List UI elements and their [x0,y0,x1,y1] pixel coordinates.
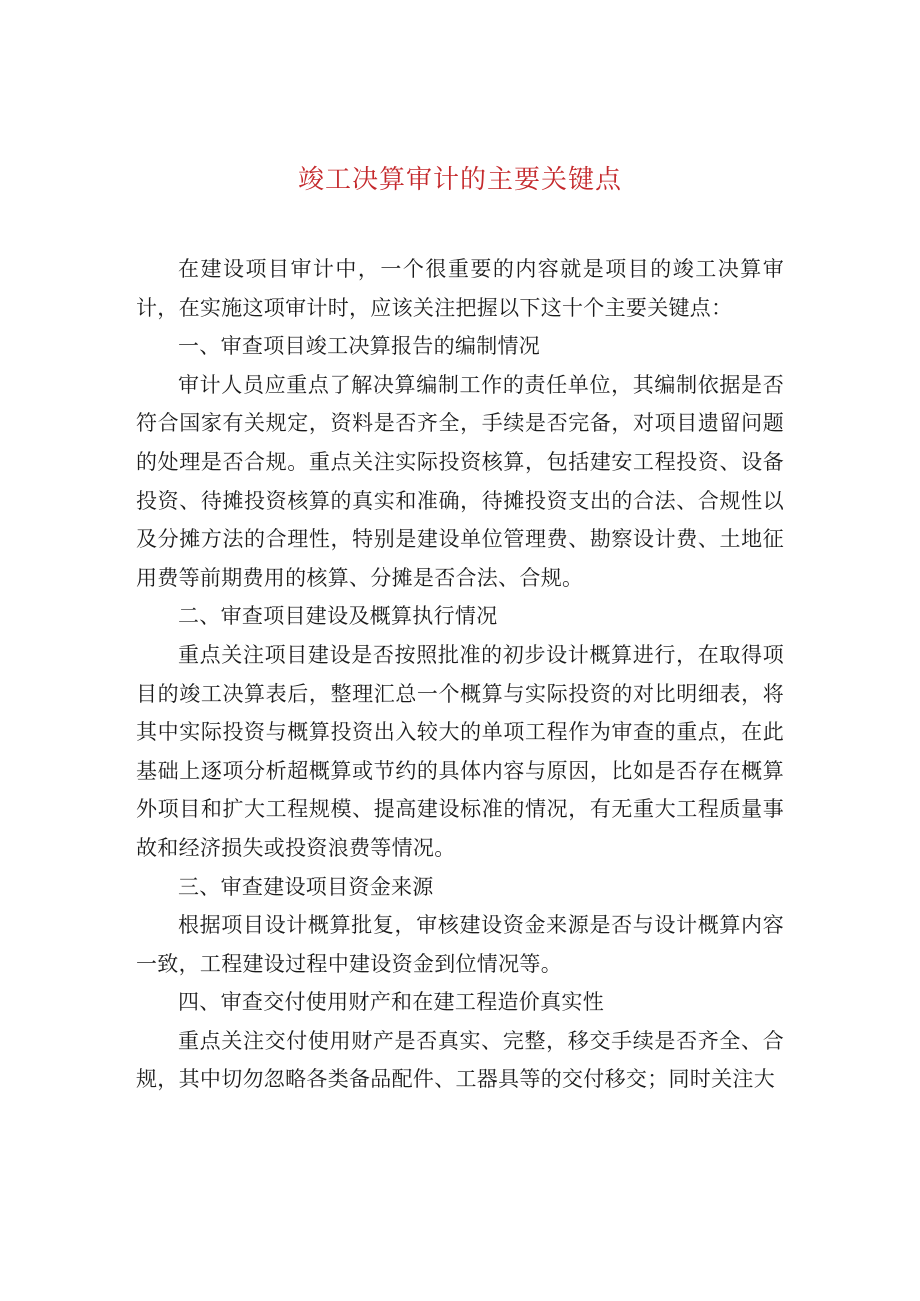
document-title: 竣工决算审计的主要关键点 [297,165,622,195]
section-paragraph-1: 审计人员应重点了解决算编制工作的责任单位，其编制依据是否符合国家有关规定，资料是否齐全，手续是否完备，对项目遗留问题的处理是否合规。重点关注实际投资核算，包括建安工程投资、设备投资、待摊投资核算的真实和准确，待摊投资支出的合法、合规性以及分摊方法的合理性，特别是建设单位管理费、勘察设计费、土地征用费等前期费用的核算、分摊是否合法、合规。 [136,372,784,590]
section-paragraph-3: 根据项目设计概算批复，审核建设资金来源是否与设计概算内容一致，工程建设过程中建设资金到位情况等。 [136,913,784,976]
section-heading-3: 三、审查建设项目资金来源 [178,874,434,899]
section-heading-2: 二、审查项目建设及概算执行情况 [178,604,498,629]
section-heading-1: 一、审查项目竣工决算报告的编制情况 [178,334,541,359]
section-paragraph-4: 重点关注交付使用财产是否真实、完整，移交手续是否齐全、合规，其中切勿忽略各类备品配件、工器具等的交付移交；同时关注大 [136,1028,784,1092]
section-paragraph-2: 重点关注项目建设是否按照批准的初步设计概算进行，在取得项目的竣工决算表后，整理汇总一个概算与实际投资的对比明细表，将其中实际投资与概算投资出入较大的单项工程作为审查的重点，在此基础上逐项分析超概算或节约的具体内容与原因，比如是否存在概算外项目和扩大工程规模、提高建设标准的情况，有无重大工程质量事故和经济损失或投资浪费等情况。 [136,642,784,860]
section-heading-4: 四、审查交付使用财产和在建工程造价真实性 [178,990,604,1015]
intro-paragraph: 在建设项目审计中，一个很重要的内容就是项目的竣工决算审计，在实施这项审计时，应该关注把握以下这十个主要关键点： [136,257,784,320]
document-body [136,250,784,1099]
